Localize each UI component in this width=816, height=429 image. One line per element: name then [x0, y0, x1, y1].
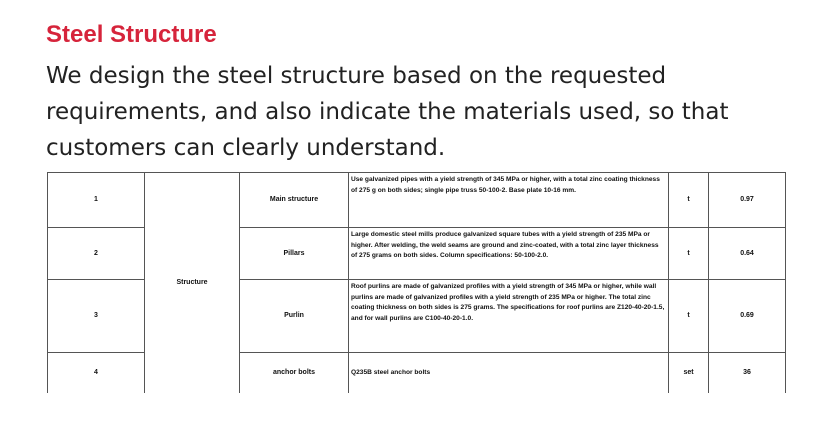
section-title: Steel Structure — [46, 21, 217, 48]
item-name: Main structure — [240, 173, 349, 228]
row-number: 2 — [48, 228, 145, 280]
item-unit: set — [669, 353, 709, 393]
row-number: 1 — [48, 173, 145, 228]
row-number: 3 — [48, 280, 145, 353]
table-row — [48, 173, 786, 228]
item-specification: Roof purlins are made of galvanized profiles with a yield strength of 345 MPa or higher, while wall purlins are made of galvanized profiles with a yield strength of 235 MPa or higher. The total zinc coating thickness on both sides is 275 grams. The specifications for roof purlins are Z120-40-20-1.5, and for wall purlins are C100-40-20-1.0. — [349, 280, 669, 353]
item-specification: Use galvanized pipes with a yield strength of 345 MPa or higher, with a total zinc coating thickness of 275 g on both sides; single pipe truss 50-100-2. Base plate 10-16 mm. — [349, 173, 669, 228]
materials-table — [47, 172, 786, 393]
category-cell: Structure — [145, 173, 240, 393]
item-quantity: 0.97 — [709, 173, 786, 228]
item-unit: t — [669, 173, 709, 228]
item-name: anchor bolts — [240, 353, 349, 393]
item-quantity: 0.69 — [709, 280, 786, 353]
row-number: 4 — [48, 353, 145, 393]
item-unit: t — [669, 280, 709, 353]
item-name: Purlin — [240, 280, 349, 353]
item-specification: Q235B steel anchor bolts — [349, 353, 669, 393]
item-quantity: 36 — [709, 353, 786, 393]
item-name: Pillars — [240, 228, 349, 280]
section-description: We design the steel structure based on the requested requirements, and also indicate the materials used, so that customers can clearly understand. — [46, 63, 729, 161]
item-specification: Large domestic steel mills produce galvanized square tubes with a yield strength of 235 MPa or higher. After welding, the weld seams are ground and zinc-coated, with a total zinc layer thickness of 275 grams on both sides. Column specifications: 50-100-2.0. — [349, 228, 669, 280]
item-quantity: 0.64 — [709, 228, 786, 280]
item-unit: t — [669, 228, 709, 280]
